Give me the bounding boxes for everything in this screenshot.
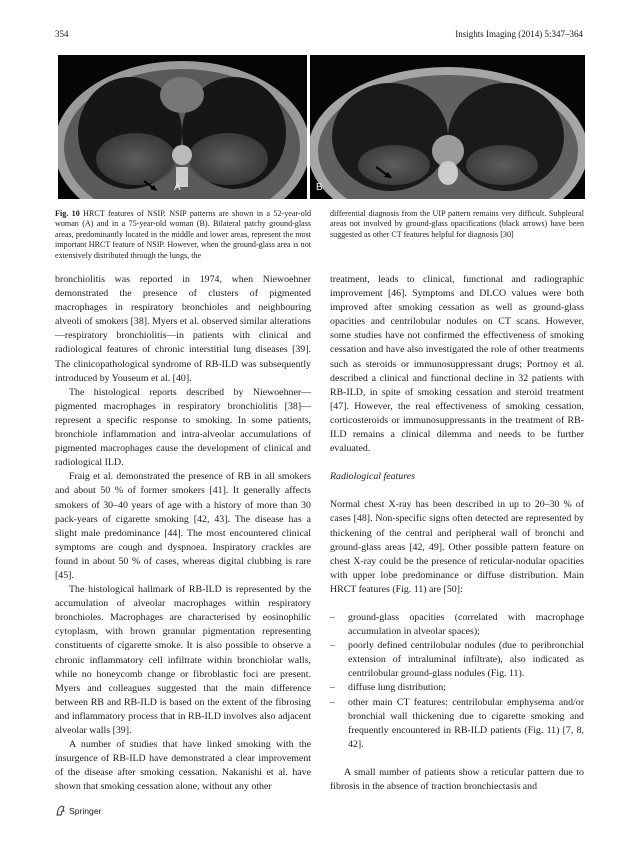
left-column bbox=[55, 273, 311, 794]
paragraph: bronchiolitis was reported in 1974, when Niewoehner demonstrated the presence of clusters of pigmented macrophages in respiratory bronchioles and neighbouring alveoli of smokers [38]. Myers et al. observed similar alterations—respiratory bronchiolitis—in patients with clinical and radiological features of chronic interstitial lung diseases [39]. The clinicopathological syndrome of RB-ILD was subsequently introduced by Youseum et al. [40]. bbox=[55, 274, 311, 384]
figure-caption-left bbox=[55, 209, 311, 261]
springer-horse-icon bbox=[55, 805, 66, 816]
list-dash: – bbox=[330, 696, 335, 708]
caption-figure-label: Fig. 10 bbox=[55, 209, 80, 218]
ct-image-panel-b bbox=[310, 55, 585, 199]
ct-image-panel-a bbox=[58, 55, 307, 199]
paragraph: The histological hallmark of RB-ILD is represented by the accumulation of alveolar macrophages within respiratory bronchioles. Macrophages are characterised by eosinophilic cytoplasm, with brown granular pigmentation representing constituents of cigarette smoke. It is also possible to observe a chronic inflammatory cell infiltrate within bronchiolar walls, while no honeycomb change or fibroblastic foci are present. Myers and colleagues suggested that the main difference between RB and RB-ILD is based on the extent of the fibrosing and inflammatory process that in RB-ILD involves also adjacent alveolar walls [39]. bbox=[55, 584, 311, 736]
list-item: – other main CT features: centrilobular emphysema and/or bronchial wall thickening due to cigarette smoking and frequently encountered in RB-ILD patients (Fig. 11) [7, 8, 42]. bbox=[330, 696, 584, 750]
hrct-features-list bbox=[330, 611, 584, 752]
caption-text-left: HRCT features of NSIP. NSIP patterns are shown in a 52-year-old woman (A) and in a 75-year-old woman (B). Bilateral patchy ground-glass areas, predominantly located in the middle and lower areas, represent the most important HRCT feature of NSIP. However, when the ground-glass area is not extensively distributed through the lungs, the bbox=[55, 209, 311, 260]
page-number: 354 bbox=[55, 29, 69, 39]
ct-scan-b-image bbox=[310, 55, 585, 199]
list-dash: – bbox=[330, 611, 335, 623]
section-heading: Radiological features bbox=[330, 471, 415, 483]
journal-citation: Insights Imaging (2014) 5:347–364 bbox=[455, 29, 583, 39]
right-column bbox=[330, 273, 584, 794]
ct-scan-a-image bbox=[58, 55, 307, 199]
paragraph: Normal chest X-ray has been described in up to 20–30 % of cases [48]. Non-specific signs often detected are represented by thickening of the central and peripheral wall of bronchi and ground-glass areas [42, 49]. Other possible pattern feature on chest X-ray could be the presence of reticular-nodular opacities with upper lobe predominance or diffuse distribution. Main HRCT features (Fig. 11) are [50]: bbox=[330, 499, 584, 595]
list-item: – ground-glass opacities (correlated with macrophage accumulation in alveolar spaces); bbox=[330, 611, 584, 638]
figure-caption-right: differential diagnosis from the UIP pattern remains very difficult. Subpleural areas not involved by ground-glass opacifications (black arrows) have been suggested as other CT features helpful for diagnosis [30] bbox=[330, 209, 584, 239]
panel-b-label: B bbox=[316, 182, 323, 193]
paragraph: treatment, leads to clinical, functional and radiographic improvement [46]. Symptoms and DLCO values were both improved after smoking cessation as well as ground-glass opacities and centrilobular nodules on CT scans. However, some studies have not confirmed the effectiveness of smoking cessation and have also investigated the role of other treatments such as steroids or immunosuppressant drugs; Portnoy et al. described a clinical and functional decline in 32 patients with RB-ILD, in spite of smoking cessation and steroid treatment [47]. However, the real effectiveness of smoking cessation, corticosteroids or immunosuppressants in the treatment of RB-ILD remains a clinical dilemma and needs to be further evaluated. bbox=[330, 274, 584, 455]
publisher-footer bbox=[55, 805, 101, 816]
list-dash: – bbox=[330, 640, 335, 652]
figure-10 bbox=[58, 55, 585, 199]
paragraph: The histological reports described by Niewoehner—pigmented macrophages in respiratory bronchiolitis [38]—represent a specific response to smoking. In some patients, bronchiole inflammation and intra-alveolar accumulations of pigmented macrophages cause the development of clinical and radiological ILD. bbox=[55, 386, 311, 469]
list-dash: – bbox=[330, 682, 335, 694]
list-item: – poorly defined centrilobular nodules (due to peribronchial extension of intraluminal infiltrate), also indicated as centrilobular ground-glass nodules (Fig. 11). bbox=[330, 640, 584, 680]
panel-a-label: A bbox=[174, 182, 181, 193]
publisher-name: Springer bbox=[69, 805, 102, 816]
list-item: – diffuse lung distribution; bbox=[330, 681, 584, 695]
paragraph: A number of studies that have linked smoking with the insurgence of RB-ILD have demonstrated a clear improvement of the disease after smoking cessation. Nakanishi et al. have shown that smoking cessation alone, without any other bbox=[55, 739, 311, 793]
paragraph: A small number of patients show a reticular pattern due to fibrosis in the absence of traction bronchiectasis and bbox=[330, 766, 584, 792]
paragraph: Fraig et al. demonstrated the presence of RB in all smokers and about 50 % of former smokers [41]. It generally affects smokers of 30–40 years of age with a history of more than 30 pack-years of cigarette smoking [42, 43]. The disease has a slight male predominance [44]. The most encountered clinical symptoms are cough and dyspnoea. Inspiratory crackles are found in about 50 % of cases, whereas digital clubbing is rare [45]. bbox=[55, 471, 311, 581]
